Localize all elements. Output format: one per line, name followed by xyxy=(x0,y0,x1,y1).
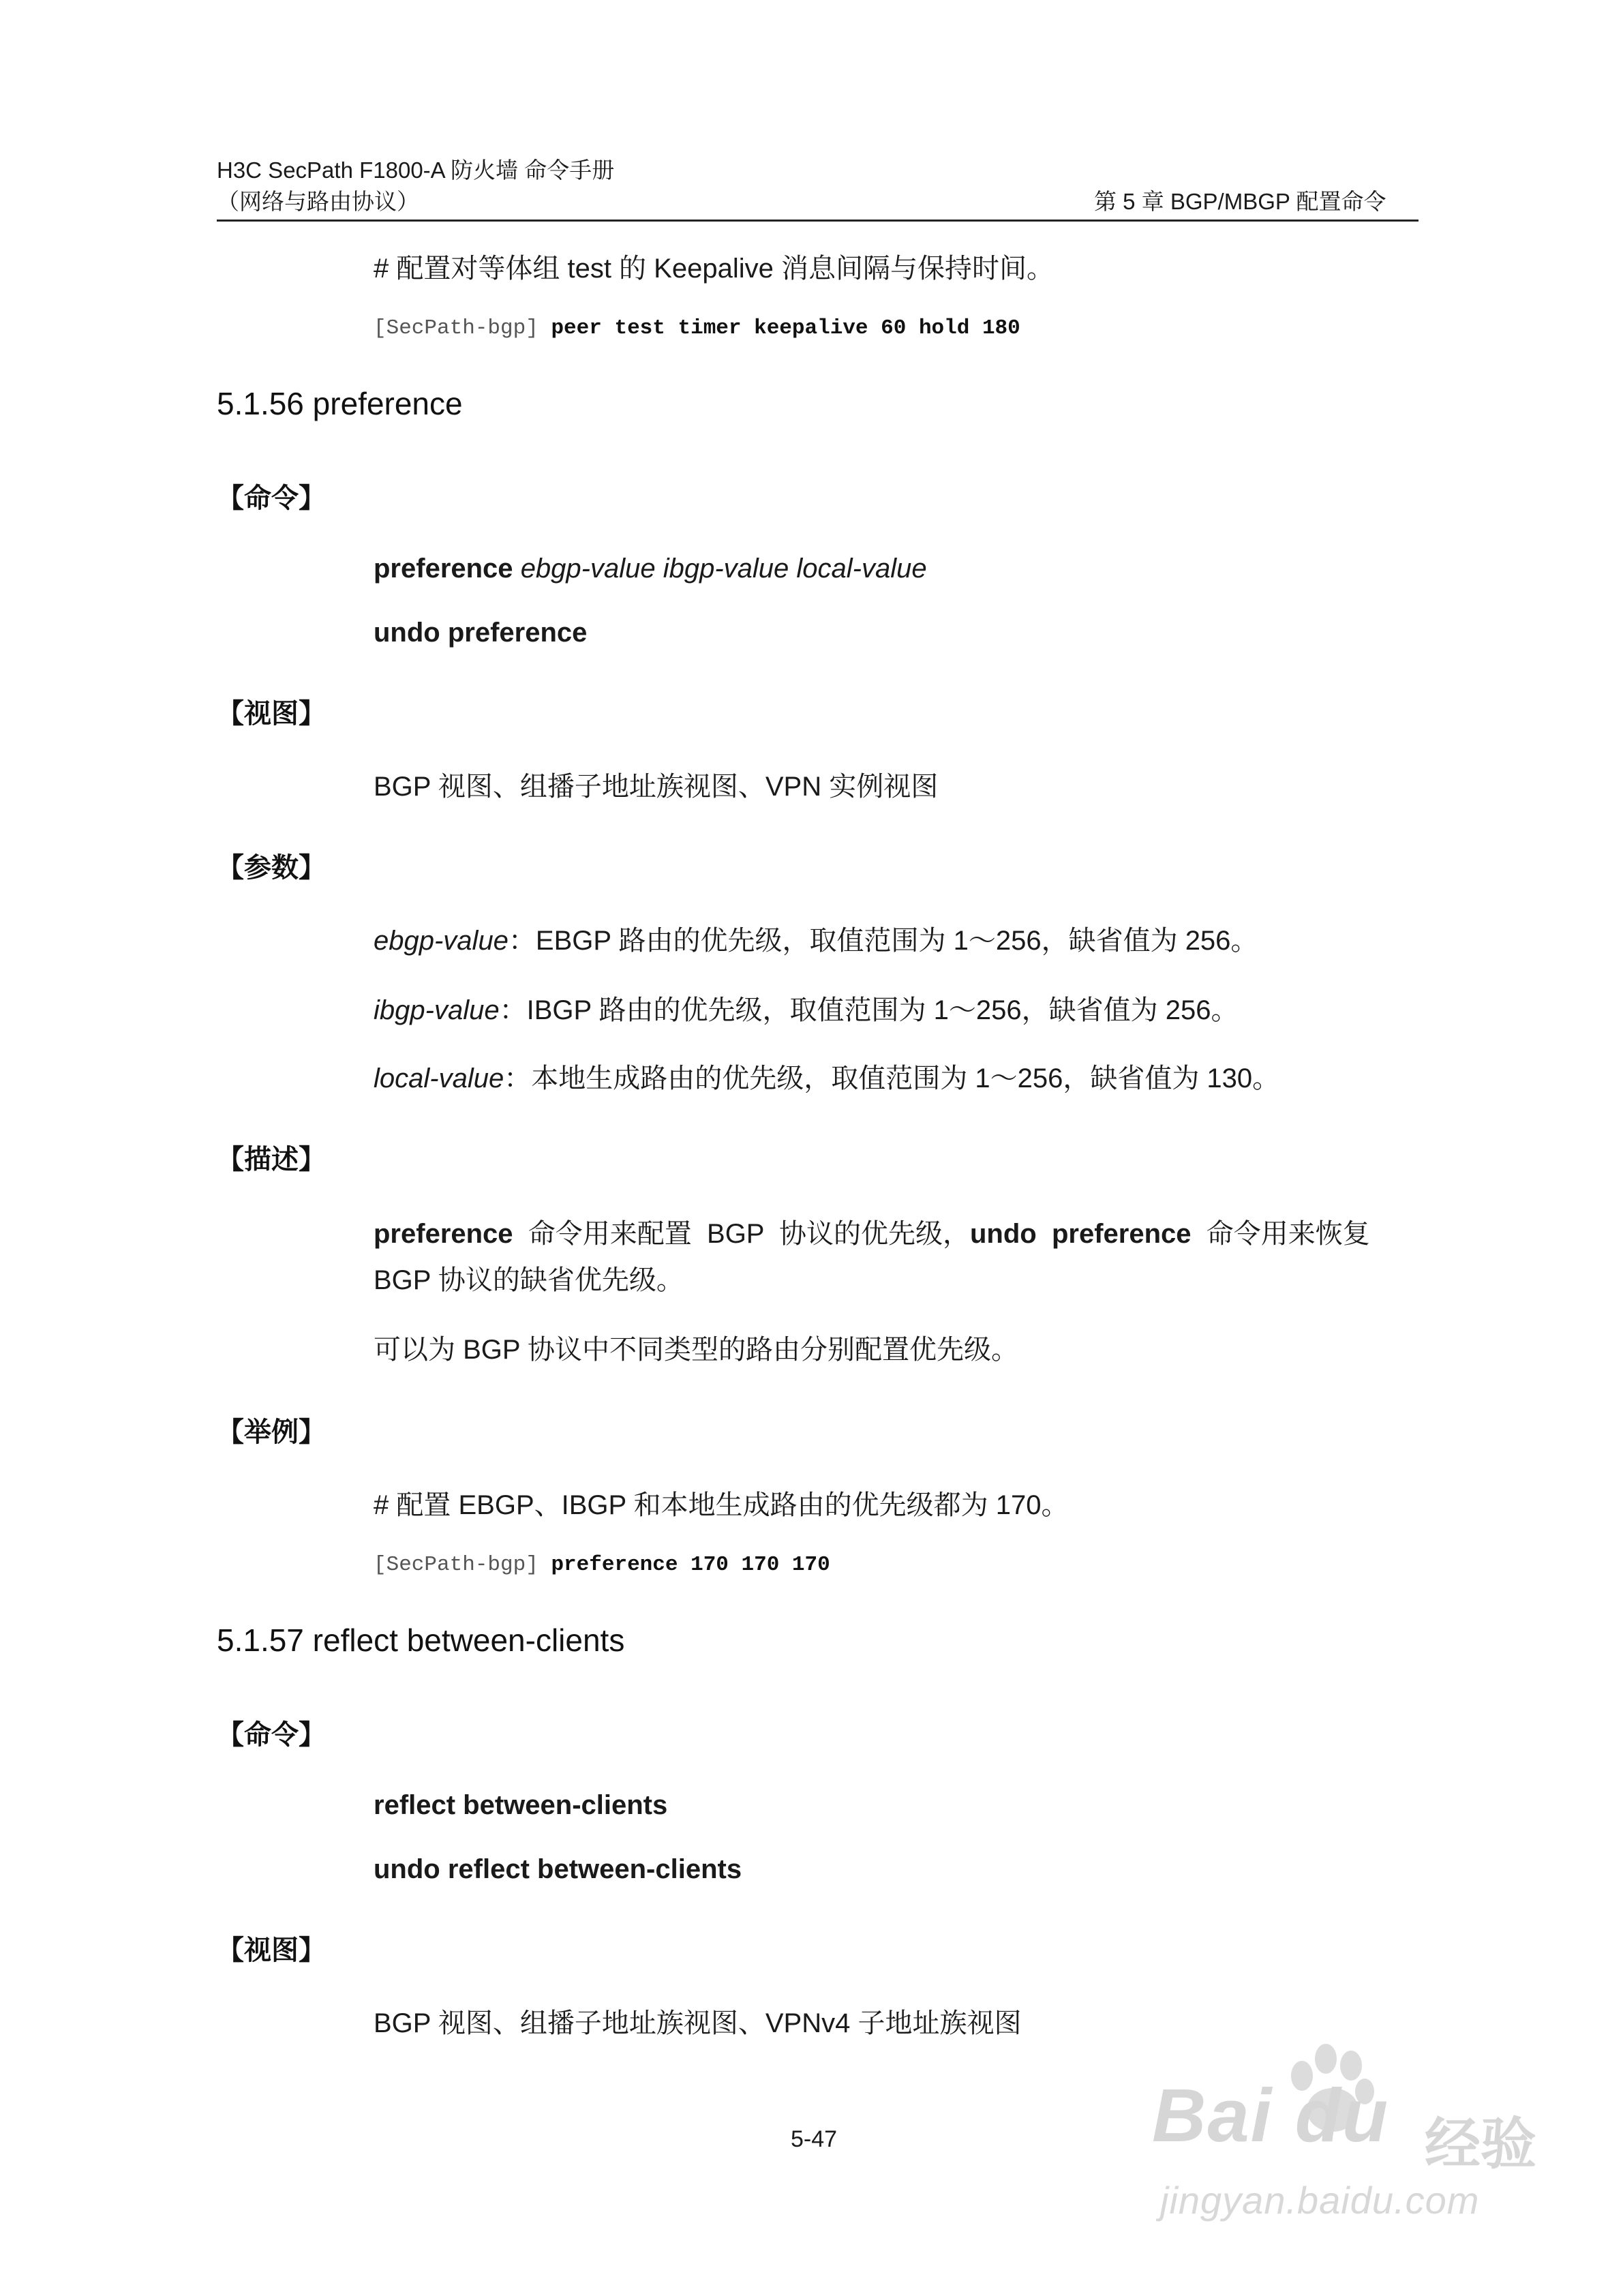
top-code-line xyxy=(374,315,1020,342)
undo-command-text: undo preference xyxy=(374,618,588,648)
header-subtitle: （网络与路由协议） xyxy=(217,189,419,214)
label-command-57: 【命令】 xyxy=(217,1720,326,1750)
command-reflect xyxy=(374,1787,667,1823)
command-syntax xyxy=(374,551,927,586)
section-heading-reflect: 5.1.57 reflect between-clients xyxy=(217,1622,625,1658)
page-number: 5-47 xyxy=(791,2126,838,2152)
view-text-57: BGP 视图、组播子地址族视图、VPNv4 子地址族视图 xyxy=(374,2008,1022,2038)
header-divider xyxy=(217,220,1419,222)
undo-command-reflect-text: undo reflect between-clients xyxy=(374,1854,742,1884)
view-text: BGP 视图、组播子地址族视图、VPN 实例视图 xyxy=(374,772,939,802)
header-title: H3C SecPath F1800-A 防火墙 命令手册 xyxy=(217,157,615,183)
code-command: preference 170 170 170 xyxy=(551,1553,830,1577)
example-code-line xyxy=(374,1552,830,1579)
param-name: ibgp-value xyxy=(374,995,500,1025)
label-example: 【举例】 xyxy=(217,1417,326,1447)
desc-text-2: 命令用来恢复 xyxy=(1191,1219,1370,1249)
param-desc: ：本地生成路由的优先级，取值范围为 1～256，缺省值为 130。 xyxy=(504,1063,1280,1093)
command-reflect-text: reflect between-clients xyxy=(374,1790,668,1820)
watermark-logo: Bai du xyxy=(1152,2074,1390,2158)
top-example-desc: # 配置对等体组 test 的 Keepalive 消息间隔与保持时间。 xyxy=(374,254,1054,284)
label-view-57: 【视图】 xyxy=(217,1935,326,1965)
description-line1 xyxy=(374,1216,1370,1252)
description-para2: 可以为 BGP 协议中不同类型的路由分别配置优先级。 xyxy=(374,1335,1018,1365)
command-args: ebgp-value ibgp-value local-value xyxy=(520,554,927,584)
param-local xyxy=(374,1061,1279,1096)
code-prompt: [SecPath-bgp] xyxy=(374,316,539,340)
desc-text: 命令用来配置 BGP 协议的优先级， xyxy=(513,1219,970,1249)
param-desc: ：IBGP 路由的优先级，取值范围为 1～256，缺省值为 256。 xyxy=(499,995,1239,1025)
param-desc: ：EBGP 路由的优先级，取值范围为 1～256，缺省值为 256。 xyxy=(508,926,1258,956)
undo-command xyxy=(374,615,587,650)
label-params: 【参数】 xyxy=(217,853,326,883)
label-view: 【视图】 xyxy=(217,699,326,729)
code-prompt: [SecPath-bgp] xyxy=(374,1553,539,1577)
label-command: 【命令】 xyxy=(217,483,326,513)
command-keyword: preference xyxy=(374,554,513,584)
header-chapter: 第 5 章 BGP/MBGP 配置命令 xyxy=(1094,189,1386,214)
label-description: 【描述】 xyxy=(217,1145,326,1175)
code-command: peer test timer keepalive 60 hold 180 xyxy=(551,316,1020,340)
param-ibgp xyxy=(374,993,1239,1028)
watermark-url: jingyan.baidu.com xyxy=(1160,2179,1480,2222)
desc-keyword: preference xyxy=(374,1219,513,1249)
undo-command-reflect xyxy=(374,1852,742,1887)
param-name: ebgp-value xyxy=(374,926,509,956)
desc-keyword-undo: undo preference xyxy=(970,1219,1192,1249)
description-line2: BGP 协议的缺省优先级。 xyxy=(374,1265,684,1295)
param-ebgp xyxy=(374,923,1258,958)
baidu-jingyan-watermark xyxy=(1152,2052,1561,2256)
section-heading-preference: 5.1.56 preference xyxy=(217,386,463,421)
watermark-brand: 经验 xyxy=(1425,2113,1537,2175)
param-name: local-value xyxy=(374,1063,504,1093)
example-desc: # 配置 EBGP、IBGP 和本地生成路由的优先级都为 170。 xyxy=(374,1490,1069,1520)
